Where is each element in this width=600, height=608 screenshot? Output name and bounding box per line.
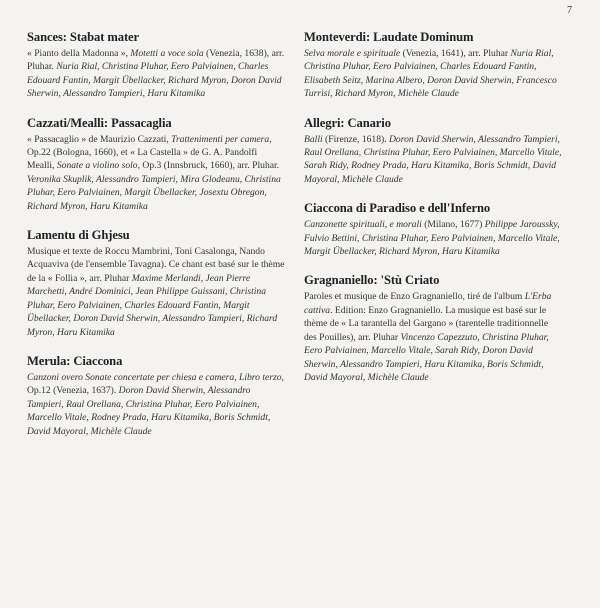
track-entry xyxy=(304,201,562,258)
track-title: Monteverdi: Laudate Dominum xyxy=(304,30,474,44)
track-credits xyxy=(27,371,285,438)
track-title: Sances: Stabat mater xyxy=(27,30,140,44)
left-column xyxy=(27,30,285,453)
performers-text: Trattenimenti per camera xyxy=(171,133,270,145)
source-text: (Venezia, 1641), arr. Pluhar xyxy=(400,48,511,59)
track-title: Merula: Ciaccona xyxy=(27,353,123,368)
track-credits xyxy=(27,245,285,339)
track-credits xyxy=(304,218,562,258)
performers-text: Nuria Rial, Christina Pluhar, Eero Palviainen, Charles Edouard Fantin, Elisabeth Seitz, Marina Albero, Doron David Sherwin, Francesco Turrisi, Richard Myron, Michèle Claude xyxy=(304,48,557,100)
track-credits xyxy=(304,290,562,384)
performers-text: Veronika Skuplik, Alessandro Tampieri, Mira Glodeanu, Christina Pluhar, Eero Palviainen, Margit Übellacker, Josextu Obregon, Richard Myron, Haru Kitamika xyxy=(27,173,281,212)
performers-text: Vincenzo Capezzuto, Christina Pluhar, Eero Palviainen, Marcello Vitale, Sarah Ridy, Doron David Sherwin, Alessandro Tampieri, Haru Kitamika, Boris Schmidt, David Mayoral, Michèle Claude xyxy=(304,331,549,383)
performers-text: Sonate a violino solo xyxy=(56,160,138,172)
track-credits xyxy=(304,47,562,101)
track-entry xyxy=(304,273,562,384)
performers-text: Canzoni overo Sonate concertate per chiesa e camera, Libro terzo xyxy=(27,371,282,383)
page-number: 7 xyxy=(567,5,572,16)
source-text: . Edition: Enzo Gragnaniello. La musique est basé sur le thème de « La tarantella del Gargano » (tarentelle traditionnelle des Pouilles), arr. Pluhar xyxy=(304,304,549,343)
performers-text: L'Erba cattiva xyxy=(304,291,552,316)
source-text: Paroles et musique de Enzo Gragnaniello, tiré de l'album xyxy=(304,291,525,303)
performers-text: Motetti a voce sola xyxy=(130,48,204,59)
source-text: (Milano, 1677) xyxy=(421,219,485,231)
performers-text: Balli xyxy=(304,133,323,145)
performers-text: Maxime Merlandi, Jean Pierre Marchetti, André Dominici, Jean Philippe Guissani, Christina Pluhar, Eero Palviainen, Charles Edouard Fantin, Margit Übellacker, Doron David Sherwin, Alessandro Tampieri, Richard Myron, Haru Kitamika xyxy=(27,272,278,338)
track-title: Lamentu di Ghjesu xyxy=(27,228,130,243)
source-text: , Op.22 (Bologna, 1660), et « La Castella » de G. A. Pandolfi Mealli, xyxy=(27,133,272,172)
track-entry xyxy=(304,30,562,101)
source-text: , Op.12 (Venezia, 1637). xyxy=(27,371,284,397)
performers-text: Nuria Rial, Christina Pluhar, Eero Palviainen, Charles Edouard Fantin, Margit Übellacker, Richard Myron, Doron David Sherwin, Alessandro Tampieri, Haru Kitamika xyxy=(27,61,282,100)
track-title: Allegri: Canario xyxy=(304,115,391,130)
performers-text: Philippe Jaroussky, Fulvio Bettini, Christina Pluhar, Eero Palviainen, Marcello Vitale, Margit Übellacker, Richard Myron, Haru Kitamika xyxy=(304,219,560,258)
track-title: Gragnaniello: 'Stù Criato xyxy=(304,273,440,288)
track-credits xyxy=(27,47,285,101)
track-title: Ciaccona di Paradiso e dell'Inferno xyxy=(304,201,491,216)
source-text: « Pianto della Madonna », xyxy=(27,48,131,59)
source-text: (Venezia, 1638), arr. Pluhar. xyxy=(27,48,285,73)
performers-text: Doron David Sherwin, Alessandro Tampieri, Raul Orellana, Christina Pluhar, Eero Palviainen, Marcello Vitale, Rodney Prada, Haru Kitamika, Boris Schmidt, David Mayoral, Michèle Claude xyxy=(27,385,271,437)
track-title: Cazzati/Mealli: Passacaglia xyxy=(27,115,172,130)
track-entry xyxy=(304,116,562,187)
performers-text: Selva morale e spirituale xyxy=(304,48,401,59)
track-entry xyxy=(27,228,285,339)
track-credits xyxy=(27,133,285,213)
track-credits xyxy=(304,133,562,187)
performers-text: Doron David Sherwin, Alessandro Tampieri, Raul Orellana, Christina Pluhar, Eero Palviainen, Marcello Vitale, Sarah Ridy, Rodney Prada, Haru Kitamika, Boris Schmidt, David Mayoral, Michèle Claude xyxy=(304,133,562,185)
source-text: , Op.3 (Innsbruck, 1660), arr. Pluhar. xyxy=(137,160,280,172)
source-text: (Firenze, 1618). xyxy=(322,133,389,145)
right-column xyxy=(304,30,562,399)
source-text: Musique et texte de Roccu Mambrini, Toni Casalonga, Nando Acquaviva (de l'ensemble Tavagna). Ce chant est basé sur le thème de la « Follia », arr. Pluhar xyxy=(27,246,285,284)
performers-text: Canzonette spirituali, e morali xyxy=(304,219,422,231)
track-entry xyxy=(27,30,285,101)
source-text: « Passacaglio » de Maurizio Cazzati, xyxy=(27,133,172,145)
track-entry xyxy=(27,116,285,213)
track-entry xyxy=(27,354,285,438)
